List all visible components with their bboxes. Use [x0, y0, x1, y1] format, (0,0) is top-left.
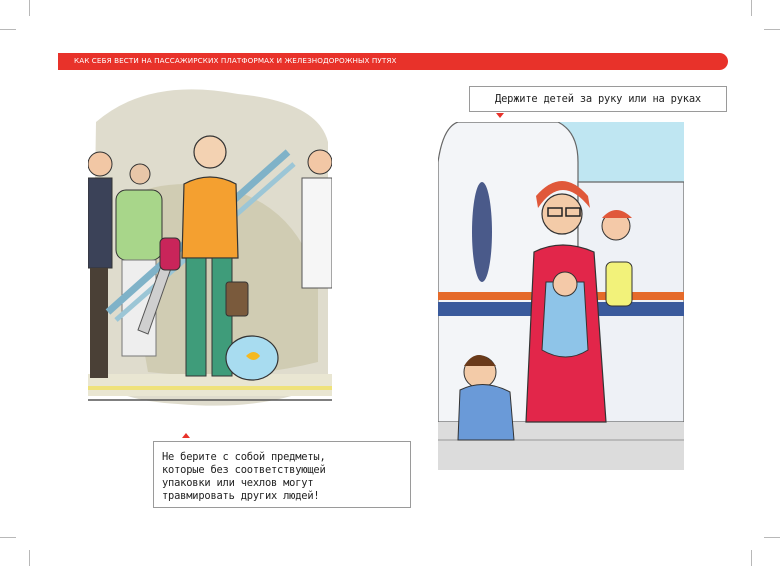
caption-line: упаковки или чехлов могут [162, 477, 314, 489]
crop-mark [764, 29, 780, 30]
crop-mark [0, 29, 16, 30]
mother-with-children-illustration [438, 122, 684, 470]
crop-mark [29, 550, 30, 566]
caption-hold-children [469, 86, 727, 112]
caption-line: которые без соответствующей [162, 464, 326, 476]
crop-mark [751, 0, 752, 16]
header-banner [58, 53, 728, 70]
crop-mark [0, 537, 16, 538]
caption-hold-children-text: Держите детей за руку или на руках [495, 93, 701, 105]
passenger-with-skis-illustration [88, 82, 332, 428]
caption-pointer [496, 113, 504, 118]
crop-mark [764, 537, 780, 538]
caption-line: Не берите с собой предметы, [162, 451, 326, 463]
caption-pointer [182, 433, 190, 438]
banner-title: КАК СЕБЯ ВЕСТИ НА ПАССАЖИРСКИХ ПЛАТФОРМАХ И ЖЕЛЕЗНОДОРОЖНЫХ ПУТЯХ [74, 56, 397, 65]
crop-mark [29, 0, 30, 16]
caption-sharp-objects [153, 441, 411, 508]
caption-line: травмировать других людей! [162, 490, 320, 502]
crop-mark [751, 550, 752, 566]
